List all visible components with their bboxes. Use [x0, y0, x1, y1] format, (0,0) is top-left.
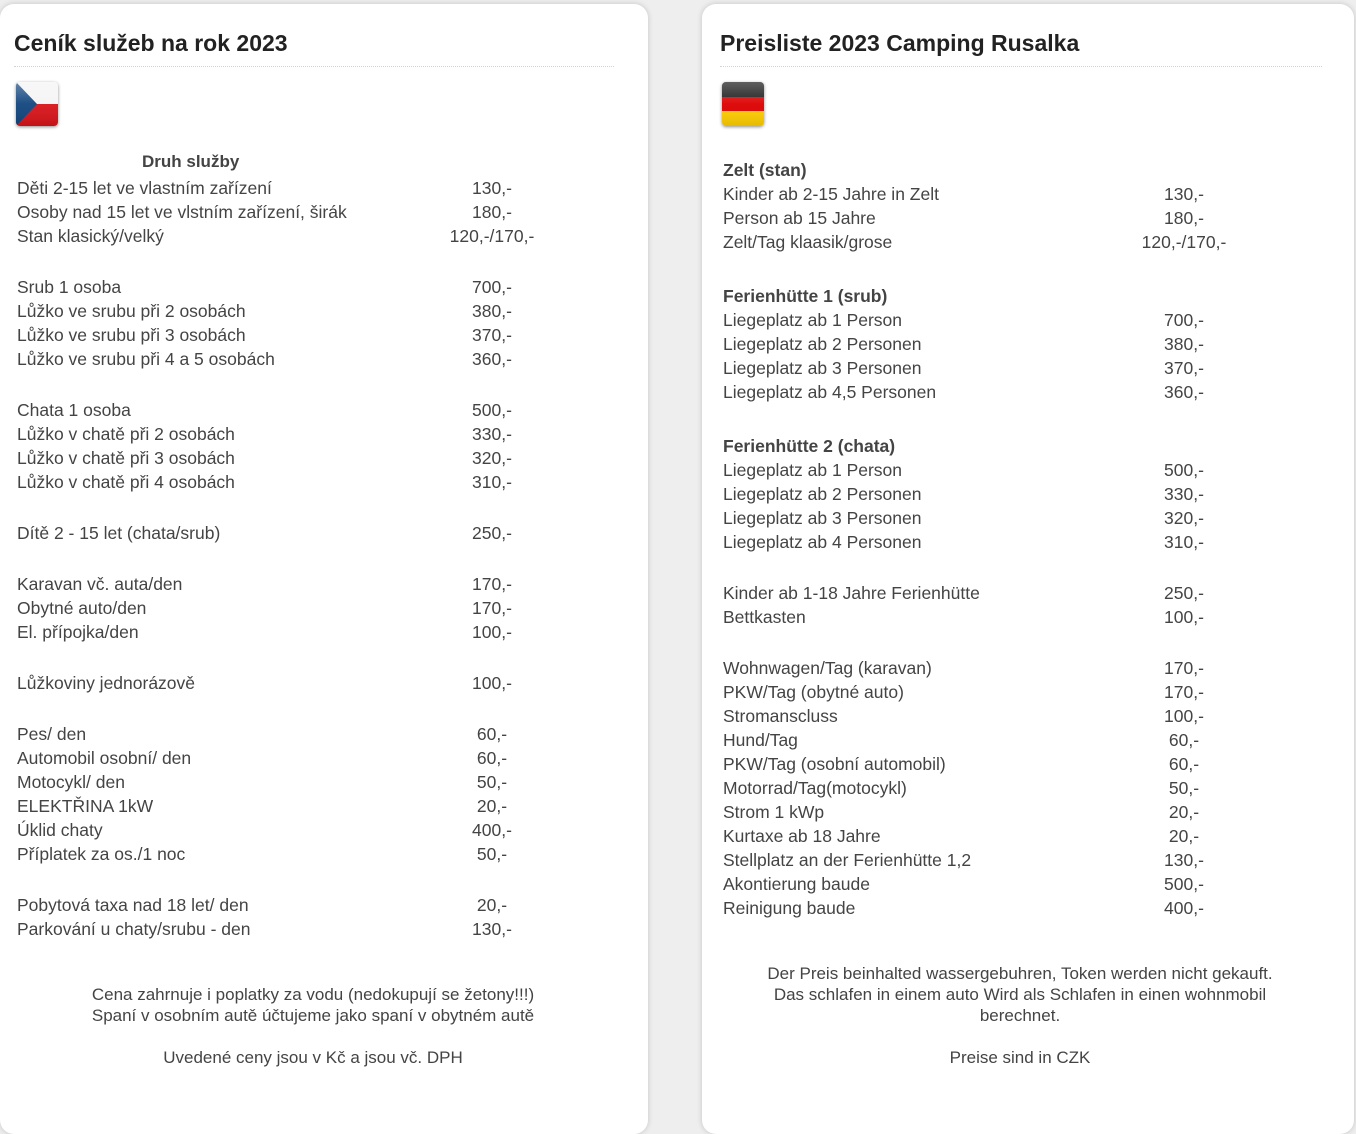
- price-row: [702, 530, 1354, 554]
- service-label: Kurtaxe ab 18 Jahre: [723, 826, 881, 846]
- service-label: Pobytová taxa nad 18 let/ den: [17, 895, 249, 915]
- section-heading: [702, 434, 1354, 458]
- service-label: Stromanscluss: [723, 706, 838, 726]
- price-row: [702, 482, 1354, 506]
- service-label: Chata 1 osoba: [17, 400, 131, 420]
- service-price: 330,-: [472, 424, 512, 444]
- price-row: [0, 323, 648, 347]
- service-price: 20,-: [1168, 802, 1200, 822]
- service-label: Kinder ab 1-18 Jahre Ferienhütte: [723, 583, 980, 603]
- service-price: 60,-: [476, 724, 508, 744]
- price-row: [0, 620, 648, 644]
- price-row: [702, 824, 1354, 848]
- service-price: 360,-: [472, 349, 512, 369]
- price-row: [702, 656, 1354, 680]
- service-label: Liegeplatz ab 1 Person: [723, 460, 903, 480]
- price-row: [0, 347, 648, 371]
- czech-flag-icon[interactable]: [16, 82, 58, 126]
- service-price: 180,-: [1164, 208, 1204, 228]
- service-price: 380,-: [1164, 334, 1204, 354]
- czech-title: Ceník služeb na rok 2023: [14, 30, 288, 56]
- german-title: Preisliste 2023 Camping Rusalka: [720, 30, 1080, 56]
- price-row: [702, 230, 1354, 254]
- service-label: Lůžkoviny jednorázově: [17, 673, 196, 693]
- price-row: [0, 794, 648, 818]
- price-row: [702, 896, 1354, 920]
- service-label: ELEKTŘINA 1kW: [17, 796, 154, 816]
- price-row: [0, 200, 648, 224]
- service-label: Akontierung baude: [723, 874, 870, 894]
- service-label: Liegeplatz ab 4 Personen: [723, 532, 922, 552]
- price-row: [702, 848, 1354, 872]
- service-price: 370,-: [1164, 358, 1204, 378]
- service-label: Automobil osobní/ den: [17, 748, 192, 768]
- price-row: [0, 818, 648, 842]
- service-price: 50,-: [476, 772, 508, 792]
- service-label: Person ab 15 Jahre: [723, 208, 876, 228]
- service-price: 20,-: [476, 796, 508, 816]
- service-label: Wohnwagen/Tag (karavan): [723, 658, 932, 678]
- price-row: [702, 752, 1354, 776]
- price-row: [0, 422, 648, 446]
- service-price: 310,-: [1164, 532, 1204, 552]
- service-price: 130,-: [472, 178, 512, 198]
- service-price: 700,-: [472, 277, 512, 297]
- service-label: Parkování u chaty/srubu - den: [17, 919, 251, 939]
- service-price: 100,-: [472, 622, 512, 642]
- service-label: Kinder ab 2-15 Jahre in Zelt: [723, 184, 939, 204]
- price-row: [0, 521, 648, 545]
- service-price: 60,-: [1168, 754, 1200, 774]
- service-label: PKW/Tag (obytné auto): [723, 682, 904, 702]
- price-row: [0, 842, 648, 866]
- price-row: [0, 398, 648, 422]
- service-price: 170,-: [472, 574, 512, 594]
- column-heading: Druh služby: [142, 152, 240, 171]
- service-label: Lůžko ve srubu při 4 a 5 osobách: [17, 349, 275, 369]
- service-label: Bettkasten: [723, 607, 806, 627]
- price-row: [702, 206, 1354, 230]
- price-row: [702, 182, 1354, 206]
- service-price: 100,-: [1164, 607, 1204, 627]
- price-row: [0, 893, 648, 917]
- service-label: Lůžko v chatě při 4 osobách: [17, 472, 235, 492]
- price-row: [702, 581, 1354, 605]
- price-row: [0, 224, 648, 248]
- service-label: Hund/Tag: [723, 730, 798, 750]
- price-row: [0, 176, 648, 200]
- note-line: Spaní v osobním autě účtujeme jako spaní v obytném autě: [91, 1006, 535, 1025]
- service-label: Ferienhütte 1 (srub): [723, 286, 888, 306]
- service-price: 500,-: [1164, 460, 1204, 480]
- title-divider: [14, 66, 614, 67]
- price-row: [0, 470, 648, 494]
- section-heading: [702, 284, 1354, 308]
- price-row: [702, 704, 1354, 728]
- service-label: Dítě 2 - 15 let (chata/srub): [17, 523, 221, 543]
- german-flag-icon[interactable]: [722, 82, 764, 126]
- note-line: Das schlafen in einem auto Wird als Schlafen in einen wohnmobil berechnet.: [773, 985, 1267, 1025]
- price-row: [0, 275, 648, 299]
- service-label: Motorrad/Tag(motocykl): [723, 778, 907, 798]
- price-row: [702, 380, 1354, 404]
- price-row: [702, 776, 1354, 800]
- service-price: 170,-: [472, 598, 512, 618]
- note-line: Uvedené ceny jsou v Kč a jsou vč. DPH: [163, 1048, 463, 1067]
- price-row: [0, 572, 648, 596]
- service-label: Srub 1 osoba: [17, 277, 122, 297]
- service-price: 400,-: [472, 820, 512, 840]
- service-label: Strom 1 kWp: [723, 802, 825, 822]
- service-label: Motocykl/ den: [17, 772, 125, 792]
- service-price: 400,-: [1164, 898, 1204, 918]
- price-row: [0, 446, 648, 470]
- service-price: 370,-: [472, 325, 512, 345]
- section-heading: [702, 158, 1354, 182]
- service-price: 320,-: [1164, 508, 1204, 528]
- service-price: 250,-: [472, 523, 512, 543]
- price-row: [702, 728, 1354, 752]
- service-label: Ferienhütte 2 (chata): [723, 436, 896, 456]
- note-line: Cena zahrnuje i poplatky za vodu (nedokupují se žetony!!!): [91, 985, 535, 1004]
- service-label: El. přípojka/den: [17, 622, 139, 642]
- note-line: Der Preis beinhalted wassergebuhren, Token werden nicht gekauft.: [767, 964, 1273, 983]
- service-price: 330,-: [1164, 484, 1204, 504]
- note-line: Preise sind in CZK: [949, 1048, 1091, 1067]
- czech-notes: [30, 984, 596, 1068]
- service-label: Příplatek za os./1 noc: [17, 844, 186, 864]
- service-price: 60,-: [476, 748, 508, 768]
- service-price: 130,-: [1164, 184, 1204, 204]
- german-notes: [742, 963, 1298, 1068]
- service-label: Zelt/Tag klaasik/grose: [723, 232, 893, 252]
- service-label: Lůžko v chatě při 3 osobách: [17, 448, 235, 468]
- service-price: 130,-: [1164, 850, 1204, 870]
- service-label: Úklid chaty: [17, 820, 103, 840]
- price-row: [702, 680, 1354, 704]
- service-label: Lůžko ve srubu při 3 osobách: [17, 325, 246, 345]
- service-label: Stan klasický/velký: [17, 226, 164, 246]
- service-price: 100,-: [1164, 706, 1204, 726]
- title-divider: [720, 66, 1322, 67]
- price-row: [702, 458, 1354, 482]
- service-label: Obytné auto/den: [17, 598, 147, 618]
- service-price: 130,-: [472, 919, 512, 939]
- service-label: Liegeplatz ab 1 Person: [723, 310, 903, 330]
- price-row: [702, 356, 1354, 380]
- price-row: [0, 299, 648, 323]
- service-label: Liegeplatz ab 2 Personen: [723, 484, 922, 504]
- service-label: Lůžko v chatě při 2 osobách: [17, 424, 235, 444]
- service-label: Děti 2-15 let ve vlastním zařízení: [17, 178, 272, 198]
- service-label: Karavan vč. auta/den: [17, 574, 183, 594]
- service-price: 20,-: [1168, 826, 1200, 846]
- service-label: Lůžko ve srubu při 2 osobách: [17, 301, 246, 321]
- service-price: 50,-: [476, 844, 508, 864]
- service-label: Stellplatz an der Ferienhütte 1,2: [723, 850, 972, 870]
- service-label: Liegeplatz ab 3 Personen: [723, 358, 922, 378]
- service-price: 700,-: [1164, 310, 1204, 330]
- price-row: [702, 605, 1354, 629]
- price-row: [0, 722, 648, 746]
- price-row: [702, 332, 1354, 356]
- service-price: 180,-: [472, 202, 512, 222]
- service-label: Liegeplatz ab 4,5 Personen: [723, 382, 937, 402]
- price-row: [0, 746, 648, 770]
- service-price: 20,-: [476, 895, 508, 915]
- service-price: 360,-: [1164, 382, 1204, 402]
- price-row: [0, 917, 648, 941]
- service-price: 170,-: [1164, 658, 1204, 678]
- service-price: 380,-: [472, 301, 512, 321]
- price-row: [702, 872, 1354, 896]
- service-price: 60,-: [1168, 730, 1200, 750]
- service-label: PKW/Tag (osobní automobil): [723, 754, 946, 774]
- price-row: [702, 308, 1354, 332]
- price-row: [0, 671, 648, 695]
- german-price-panel: [702, 4, 1354, 1134]
- price-row: [702, 800, 1354, 824]
- service-price: 320,-: [472, 448, 512, 468]
- service-price: 50,-: [1168, 778, 1200, 798]
- service-label: Liegeplatz ab 3 Personen: [723, 508, 922, 528]
- service-label: Reinigung baude: [723, 898, 856, 918]
- service-price: 250,-: [1164, 583, 1204, 603]
- service-price: 500,-: [472, 400, 512, 420]
- price-row: [702, 506, 1354, 530]
- service-price: 120,-/170,-: [1141, 232, 1227, 252]
- service-price: 310,-: [472, 472, 512, 492]
- service-label: Pes/ den: [17, 724, 87, 744]
- service-price: 170,-: [1164, 682, 1204, 702]
- price-row: [0, 596, 648, 620]
- price-row: [0, 770, 648, 794]
- service-price: 120,-/170,-: [449, 226, 535, 246]
- service-label: Liegeplatz ab 2 Personen: [723, 334, 922, 354]
- service-price: 500,-: [1164, 874, 1204, 894]
- service-label: Zelt (stan): [723, 160, 807, 180]
- czech-price-panel: [0, 4, 648, 1134]
- service-label: Osoby nad 15 let ve vlstním zařízení, širák: [17, 202, 347, 222]
- service-price: 100,-: [472, 673, 512, 693]
